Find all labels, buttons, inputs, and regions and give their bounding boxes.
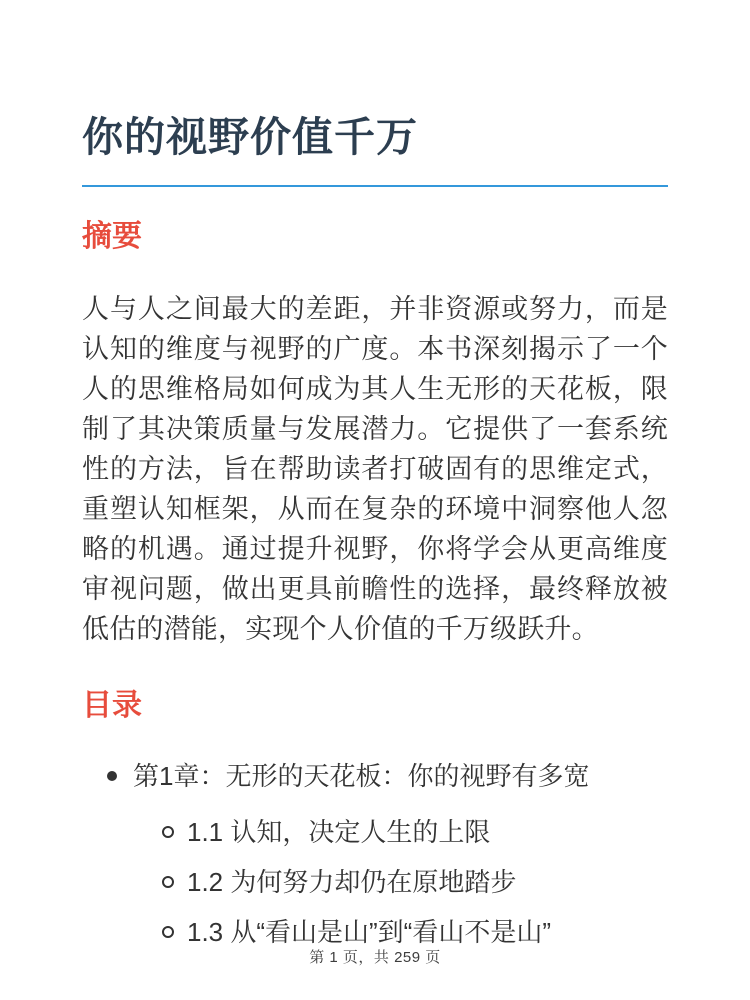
toc-chapter-item [133,756,668,952]
hollow-bullet-icon [162,926,174,938]
hollow-bullet-icon [162,876,174,888]
toc-section-label: 1.3 从“看山是山”到“看山不是山” [187,917,552,948]
abstract-paragraph: 人与人之间最大的差距，并非资源或努力，而是认知的维度与视野的广度。本书深刻揭示了一个人的思维格局如何成为其人生无形的天花板，限制了其决策质量与发展潜力。它提供了一套系统性的方法，旨在帮助读者打破固有的思维定式，重塑认知框架，从而在复杂的环境中洞察他人忽略的机遇。通过提升视野，你将学会从更高维度审视问题，做出更具前瞻性的选择，最终释放被低估的潜能，实现个人价值的千万级跃升。 [82,294,668,645]
page-number-footer: 第 1 页，共 259 页 [309,949,441,966]
toc-heading: 目录 [82,689,142,723]
toc-section-list [133,812,668,952]
filled-bullet-icon [107,771,117,781]
toc-chapter-label: 第1章：无形的天花板：你的视野有多宽 [133,761,590,792]
abstract-heading: 摘要 [82,220,142,254]
toc-section-item [187,862,668,902]
toc-section-item [187,812,668,852]
hollow-bullet-icon [162,826,174,838]
page-title: 你的视野价值千万 [82,114,418,160]
toc-section-label: 1.1 认知，决定人生的上限 [187,817,491,848]
toc-section-label: 1.2 为何努力却仍在原地踏步 [187,867,517,898]
title-divider [82,185,668,187]
toc-list [82,756,668,952]
